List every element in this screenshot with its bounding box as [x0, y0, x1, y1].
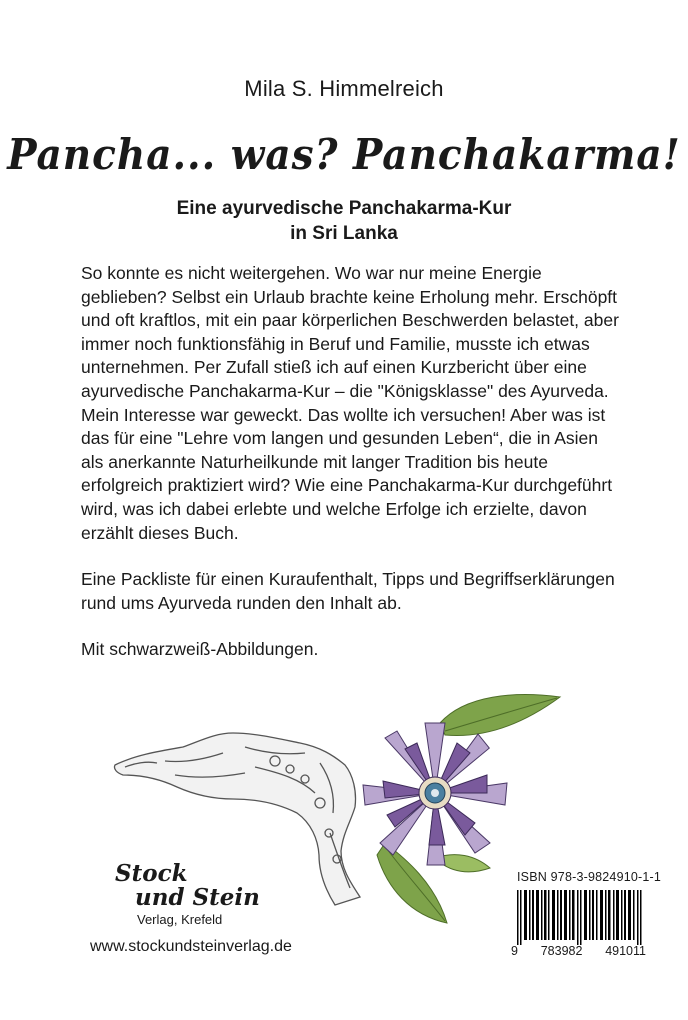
barcode-digits	[511, 944, 646, 958]
barcode-digit-group-1: 783982	[540, 944, 583, 958]
author-name: Mila S. Himmelreich	[244, 76, 444, 101]
subtitle-line-2: in Sri Lanka	[290, 223, 398, 244]
logo-line-2: und Stein	[135, 884, 260, 911]
publisher-logo-wordmark	[115, 862, 295, 910]
blurb-text	[81, 262, 621, 662]
publisher-logo	[115, 862, 295, 927]
blurb-paragraph-1: So konnte es nicht weitergehen. Wo war nur meine Energie geblieben? Selbst ein Urlaub brachte keine Erholung mehr. Erschöpft und oft kraftlos, mit ein paar körperlichen Beschwerden belastet, aber immer noch funktionsfähig in Beruf und Familie, musste ich etwas unternehmen. Per Zufall stieß ich auf einen Kurzbericht über eine ayurvedische Panchakarma-Kur – die "Königsklasse" des Ayurveda. Mein Interesse war geweckt. Das wollte ich versuchen! Aber was ist das für eine "Lehre vom langen und gesunden Leben“, die in Asien als anerkannte Naturheilkunde mit langer Tradition bis heute erfolgreich praktiziert wird? Wie eine Panchakarma-Kur durchgeführt wird, was ich dabei erlebte und welche Erfolge ich erzielte, davon erzählt dieses Buch.	[81, 263, 619, 543]
barcode	[517, 890, 643, 945]
publisher-location: Verlag, Krefeld	[137, 912, 223, 927]
lotus-flower	[363, 723, 507, 865]
barcode-digit-prefix: 9	[511, 944, 518, 958]
logo-line-1: Stock	[115, 860, 188, 887]
blurb-paragraph-2: Eine Packliste für einen Kuraufenthalt, Tipps und Begriffserklärungen rund ums Ayurveda runden den Inhalt ab.	[81, 569, 615, 613]
publisher-website: www.stockundsteinverlag.de	[90, 938, 292, 955]
subtitle-line-1: Eine ayurvedische Panchakarma-Kur	[176, 198, 512, 219]
book-title: Pancha... was? Panchakarma!	[7, 130, 681, 180]
blurb-paragraph-3: Mit schwarzweiß-Abbildungen.	[81, 639, 319, 660]
barcode-digit-group-2: 491011	[605, 944, 646, 958]
isbn-label: ISBN 978-3-9824910-1-1	[517, 870, 662, 884]
book-subtitle	[0, 196, 688, 246]
